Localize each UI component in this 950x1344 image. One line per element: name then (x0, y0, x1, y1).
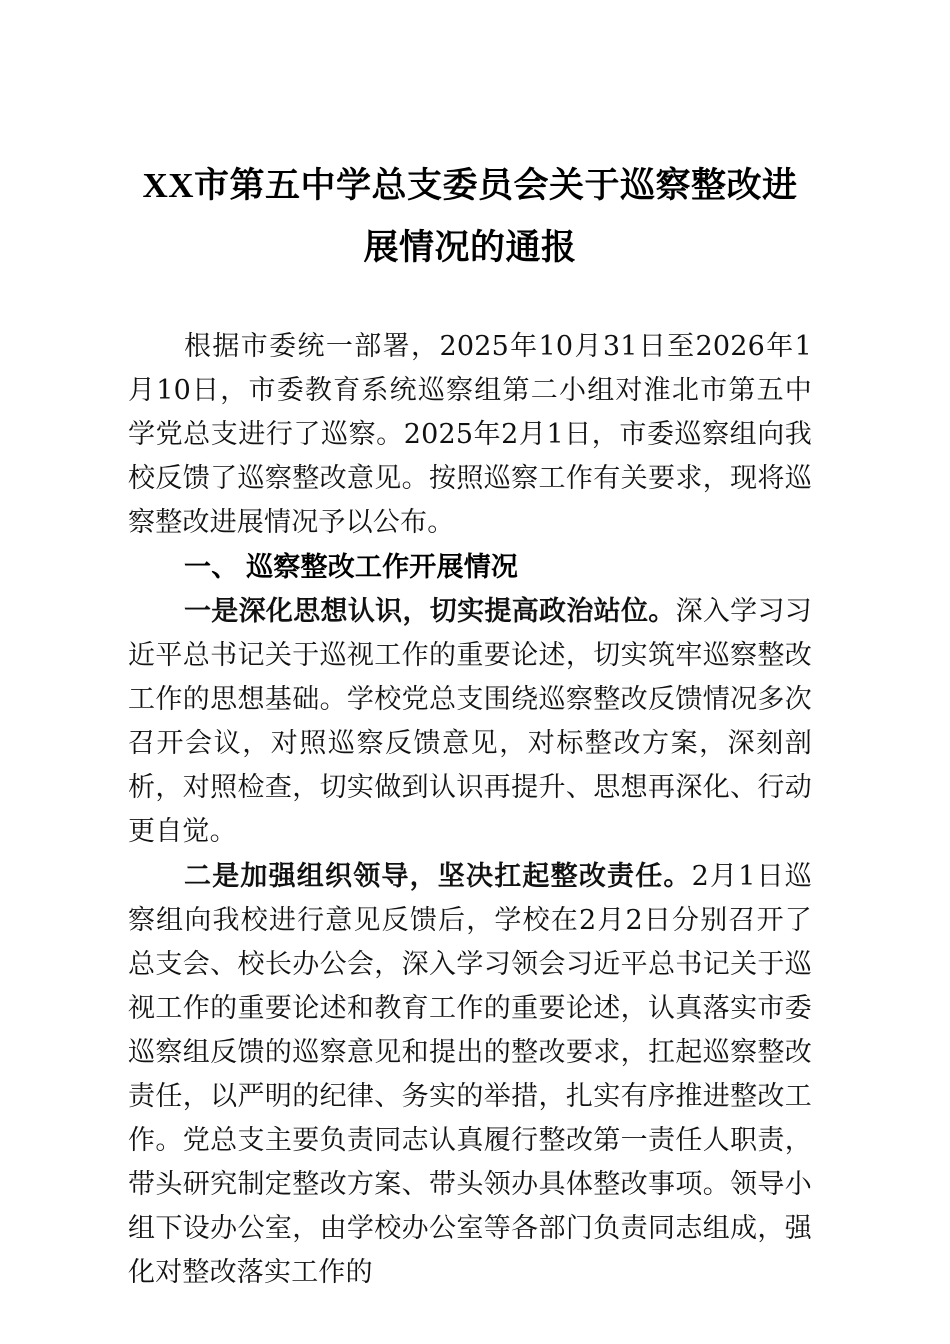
page-title (128, 0, 812, 279)
section-heading-1 (128, 545, 812, 589)
paragraph-intro (128, 325, 812, 545)
page-title-line-2: 展情况的通报 (363, 228, 577, 267)
page-title-line-1: XX市第五中学总支委员会关于巡察整改进 (142, 166, 798, 205)
paragraph-item-1-text: 深入学习习近平总书记关于巡视工作的重要论述，切实筑牢巡察整改工作的思想基础。学校党总支围绕巡察整改反馈情况多次召开会议，对照巡察反馈意见，对标整改方案，深刻剖析，对照检查，切实做到认识再提升、思想再深化、行动更自觉。 (128, 596, 812, 847)
section-heading-1-text: 一、 巡察整改工作开展情况 (184, 552, 519, 582)
paragraph-intro-text: 根据市委统一部署，2025年10月31日至2026年1月10日，市委教育系统巡察组第二小组对淮北市第五中学党总支进行了巡察。2025年2月1日，市委巡察组向我校反馈了巡察整改意见。按照巡察工作有关要求，现将巡察整改进展情况予以公布。 (128, 331, 812, 538)
paragraph-item-2-text: 2月1日巡察组向我校进行意见反馈后，学校在2月2日分别召开了总支会、校长办公会，深入学习领会习近平总书记关于巡视工作的重要论述和教育工作的重要论述，认真落实市委巡察组反馈的巡察意见和提出的整改要求，扛起巡察整改责任，以严明的纪律、务实的举措，扎实有序推进整改工作。党总支主要负责同志认真履行整改第一责任人职责，带头研究制定整改方案、带头领办具体整改事项。领导小组下设办公室，由学校办公室等各部门负责同志组成，强化对整改落实工作的 (128, 861, 812, 1288)
paragraph-item-1-lead: 一是深化思想认识，切实提高政治站位。 (184, 596, 676, 626)
document-content (128, 0, 812, 1295)
document-body (128, 325, 812, 1295)
paragraph-item-1 (128, 589, 812, 854)
paragraph-item-2 (128, 854, 812, 1295)
paragraph-item-2-lead: 二是加强组织领导，坚决扛起整改责任。 (184, 861, 692, 891)
